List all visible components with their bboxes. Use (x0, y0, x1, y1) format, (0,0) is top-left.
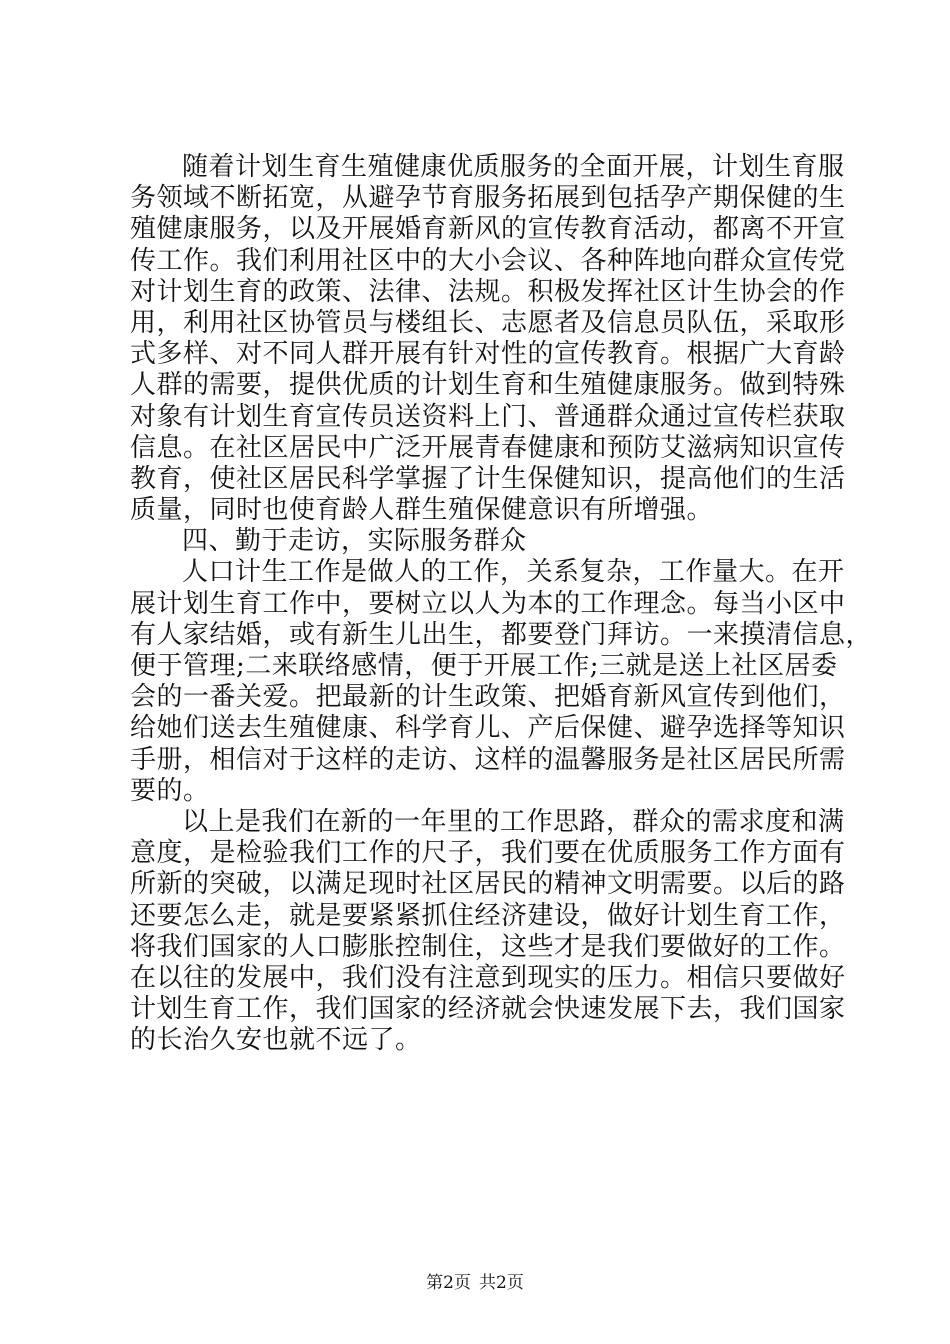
paragraph-line: 计划生育工作，我们国家的经济就会快速发展下去，我们国家 (130, 994, 846, 1025)
paragraph-line: 将我们国家的人口膨胀控制住，这些才是我们要做好的工作。 (130, 931, 846, 962)
paragraph-line: 人口计生工作是做人的工作，关系复杂，工作量大。在开 (182, 557, 845, 588)
paragraph-line: 所新的突破，以满足现时社区居民的精神文明需要。以后的路 (130, 869, 846, 900)
paragraph-line: 对计划生育的政策、法律、法规。积极发挥社区计生协会的作 (130, 276, 846, 307)
paragraph-line: 传工作。我们利用社区中的大小会议、各种阵地向群众宣传党 (130, 245, 846, 276)
page-footer (0, 1273, 950, 1293)
paragraph-line: 人群的需要，提供优质的计划生育和生殖健康服务。做到特殊 (130, 370, 846, 401)
paragraph-line: 以上是我们在新的一年里的工作思路，群众的需求度和满 (182, 806, 845, 837)
paragraph-line: 展计划生育工作中，要树立以人为本的工作理念。每当小区中 (130, 588, 846, 619)
page-number: 第2页 (426, 1273, 471, 1293)
paragraph-line: 式多样、对不同人群开展有针对性的宣传教育。根据广大育龄 (130, 339, 846, 370)
paragraph-line: 便于管理;二来联络感情，便于开展工作;三就是送上社区居委 (130, 651, 838, 681)
paragraph-line: 用，利用社区协管员与楼组长、志愿者及信息员队伍，采取形 (130, 307, 846, 338)
paragraph-line: 殖健康服务，以及开展婚育新风的宣传教育活动，都离不开宣 (130, 214, 846, 245)
paragraph-line: 对象有计划生育宣传员送资料上门、普通群众通过宣传栏获取 (130, 401, 846, 432)
paragraph-line: 要的。 (130, 775, 210, 806)
paragraph-line: 给她们送去生殖健康、科学育儿、产后保健、避孕选择等知识 (130, 713, 846, 744)
paragraph-line: 务领域不断拓宽，从避孕节育服务拓展到包括孕产期保健的生 (130, 183, 846, 214)
page-total: 共2页 (479, 1273, 524, 1293)
document-body (130, 152, 873, 1056)
paragraph-line: 会的一番关爱。把最新的计生政策、把婚育新风宣传到他们， (130, 682, 846, 713)
paragraph-line: 质量，同时也使育龄人群生殖保健意识有所增强。 (130, 495, 714, 526)
paragraph-line: 在以往的发展中，我们没有注意到现实的压力。相信只要做好 (130, 962, 846, 993)
paragraph-line: 还要怎么走，就是要紧紧抓住经济建设，做好计划生育工作， (130, 900, 846, 931)
paragraph-line: 意度，是检验我们工作的尺子，我们要在优质服务工作方面有 (130, 838, 846, 869)
paragraph-line: 的长治久安也就不远了。 (130, 1025, 422, 1056)
paragraph-line: 手册，相信对于这样的走访、这样的温馨服务是社区居民所需 (130, 744, 846, 775)
paragraph-line: 信息。在社区居民中广泛开展青春健康和预防艾滋病知识宣传 (130, 432, 846, 463)
paragraph-line: 教育，使社区居民科学掌握了计生保健知识，提高他们的生活 (130, 463, 846, 494)
paragraph-line: 有人家结婚，或有新生儿出生，都要登门拜访。一来摸清信息， (130, 619, 873, 650)
section-heading: 四、勤于走访，实际服务群众 (182, 526, 527, 557)
paragraph-line: 随着计划生育生殖健康优质服务的全面开展，计划生育服 (182, 152, 845, 182)
